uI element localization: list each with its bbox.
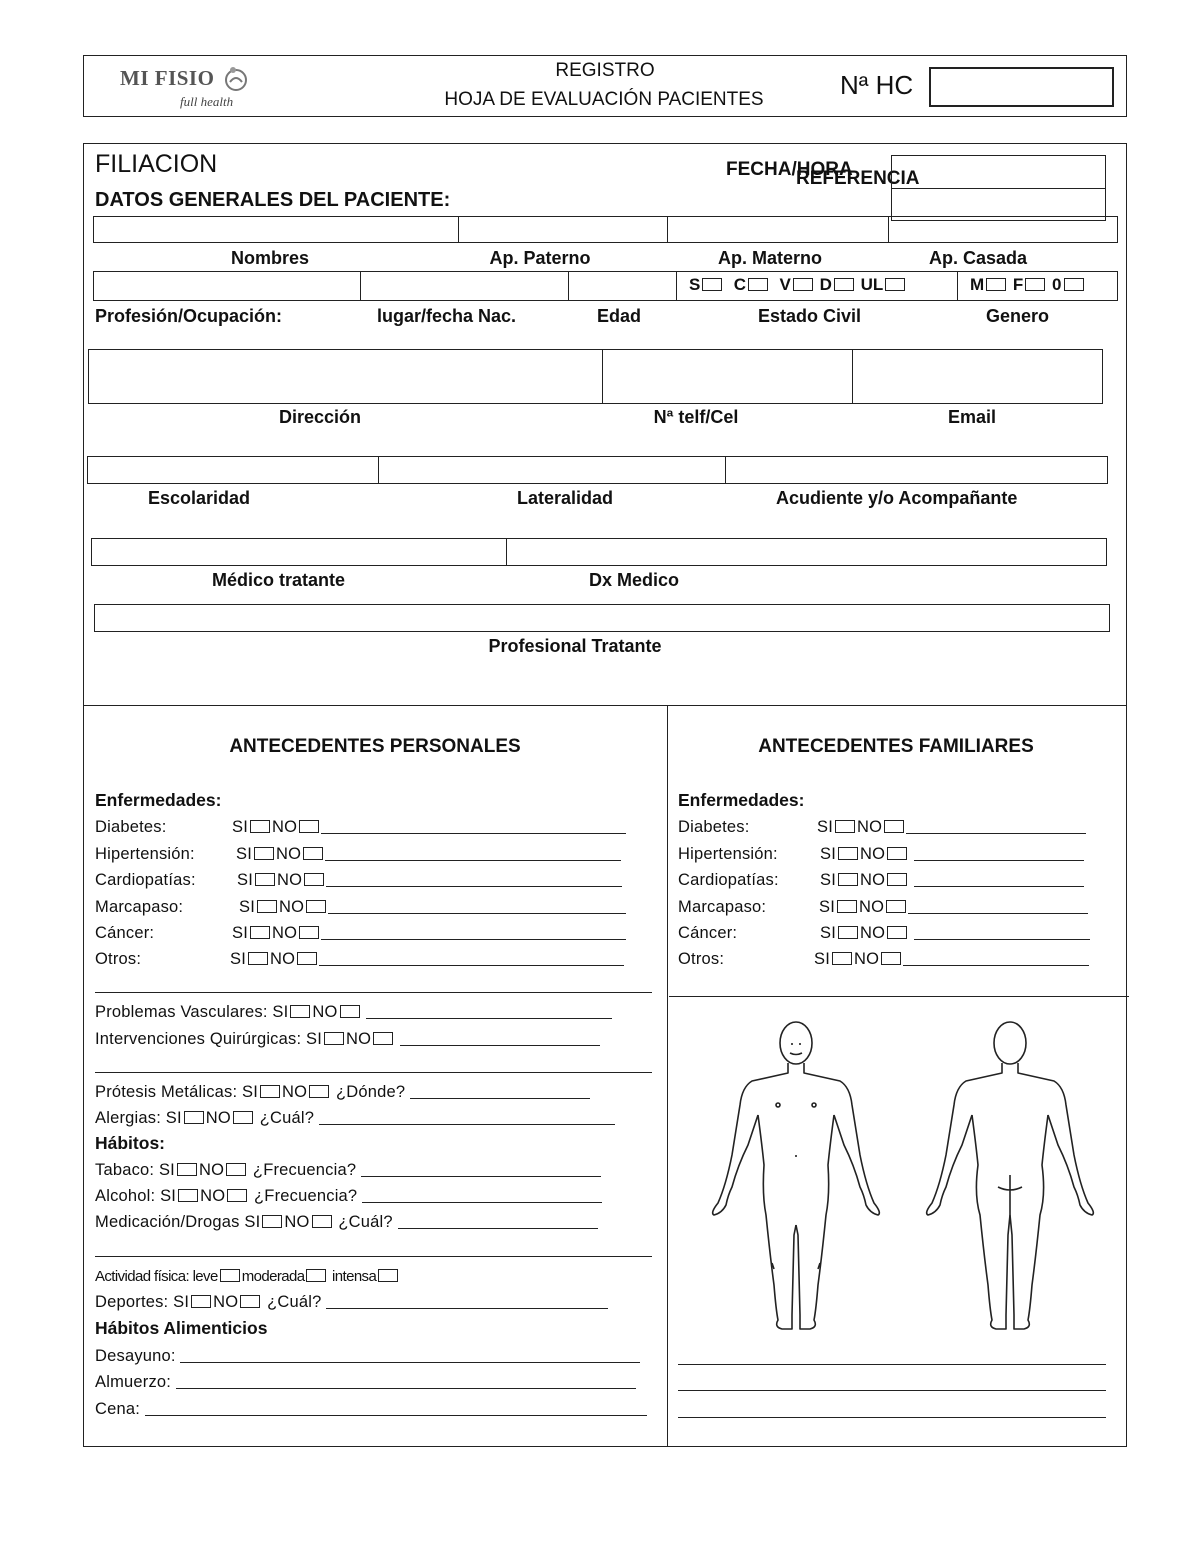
vasculares-no-checkbox[interactable] [340, 1005, 360, 1018]
estado-civil-s-checkbox[interactable] [702, 278, 722, 291]
familiares-otros-row: Otros: SI NO [678, 950, 1089, 969]
vasculares-detail-line[interactable] [366, 1004, 612, 1019]
header-title-line1: REGISTRO [555, 60, 655, 81]
lugar-fecha-nac-input[interactable] [362, 273, 566, 299]
filiacion-subtitle: DATOS GENERALES DEL PACIENTE: [95, 189, 451, 211]
label-genero: Genero [986, 306, 1050, 326]
personales-title: ANTECEDENTES PERSONALES [229, 736, 521, 757]
personales-enfermedades-label: Enfermedades: [95, 790, 222, 810]
ap-materno-input[interactable] [669, 218, 886, 241]
tabaco-no-checkbox[interactable] [226, 1163, 246, 1176]
telefono-input[interactable] [604, 351, 850, 402]
personales-cardiopatias-row: Cardiopatías: SI NO [95, 871, 622, 890]
problemas-vasculares-row: Problemas Vasculares: SI NO [95, 1003, 612, 1022]
label-estado-civil: Estado Civil [758, 306, 862, 326]
p-diabetes-no-checkbox[interactable] [299, 820, 319, 833]
acudiente-input[interactable] [727, 458, 1106, 482]
p-hipertension-detail-line[interactable] [325, 846, 621, 861]
label-lugar-fecha: lugar/fecha Nac. [377, 306, 517, 326]
p-marcapaso-no-checkbox[interactable] [306, 900, 326, 913]
profesional-tratante-input[interactable] [94, 604, 1110, 632]
intervenciones-detail-line[interactable] [400, 1031, 600, 1046]
fecha-hora-label: FECHA/HORA [726, 159, 853, 180]
alcohol-frecuencia-line[interactable] [362, 1188, 602, 1203]
familiares-title: ANTECEDENTES FAMILIARES [758, 736, 1034, 757]
label-telefono: Nª telf/Cel [653, 407, 739, 427]
f-cancer-detail-line[interactable] [914, 925, 1090, 940]
f-cardiopatias-si-checkbox[interactable] [838, 873, 858, 886]
personales-otros-row: Otros: SI NO [95, 950, 624, 969]
logo-mark-icon [220, 64, 252, 94]
alergias-si-checkbox[interactable] [184, 1111, 204, 1124]
label-direccion: Dirección [278, 407, 362, 427]
intervenciones-extra-line[interactable] [95, 1058, 652, 1073]
p-otros-extra-line[interactable] [95, 978, 652, 993]
p-marcapaso-si-checkbox[interactable] [257, 900, 277, 913]
habitos-label: Hábitos: [95, 1133, 165, 1153]
intervenciones-si-checkbox[interactable] [324, 1032, 344, 1045]
p-hipertension-no-checkbox[interactable] [303, 847, 323, 860]
f-marcapaso-si-checkbox[interactable] [837, 900, 857, 913]
desayuno-row: Desayuno: [95, 1347, 640, 1366]
estado-civil-v-checkbox[interactable] [793, 278, 813, 291]
genero-f-checkbox[interactable] [1025, 278, 1045, 291]
edad-input[interactable] [570, 273, 674, 299]
actividad-fisica-row: Actividad física: leve moderada intensa [95, 1268, 400, 1285]
p-cardiopatias-si-checkbox[interactable] [255, 873, 275, 886]
familiares-notes-line-3[interactable] [678, 1403, 1106, 1418]
header-title-line2: HOJA DE EVALUACIÓN PACIENTES [444, 89, 764, 110]
f-diabetes-no-checkbox[interactable] [884, 820, 904, 833]
filiacion-title: FILIACION [95, 150, 218, 178]
profesion-input[interactable] [95, 273, 358, 299]
protesis-si-checkbox[interactable] [260, 1085, 280, 1098]
vasculares-si-checkbox[interactable] [290, 1005, 310, 1018]
label-profesional-tratante: Profesional Tratante [488, 636, 662, 656]
antecedentes-divider [667, 705, 668, 1447]
familiares-cancer-row: Cáncer: SI NO [678, 924, 1090, 943]
f-cardiopatias-no-checkbox[interactable] [887, 873, 907, 886]
genero-options: M F 0 [970, 275, 1086, 295]
f-hipertension-si-checkbox[interactable] [838, 847, 858, 860]
f-diabetes-detail-line[interactable] [906, 819, 1086, 834]
label-dx-medico: Dx Medico [589, 570, 680, 590]
genero-0-checkbox[interactable] [1064, 278, 1084, 291]
personales-hipertension-row: Hipertensión: SI NO [95, 845, 621, 864]
tabaco-frecuencia-line[interactable] [361, 1162, 601, 1177]
label-medico-tratante: Médico tratante [212, 570, 346, 590]
direccion-input[interactable] [90, 351, 600, 402]
deportes-row: Deportes: SI NO ¿Cuál? [95, 1293, 608, 1312]
familiares-notes-line-2[interactable] [678, 1376, 1106, 1391]
logo-main-text: MI FISIO [120, 66, 215, 90]
medicacion-row: Medicación/Drogas SI NO ¿Cuál? [95, 1213, 598, 1232]
hc-input[interactable] [929, 67, 1114, 107]
p-marcapaso-detail-line[interactable] [328, 899, 626, 914]
ap-paterno-input[interactable] [460, 218, 665, 241]
protesis-no-checkbox[interactable] [309, 1085, 329, 1098]
alcohol-row: Alcohol: SI NO ¿Frecuencia? [95, 1187, 602, 1206]
medicacion-si-checkbox[interactable] [262, 1215, 282, 1228]
p-cancer-si-checkbox[interactable] [250, 926, 270, 939]
medicacion-cual-line[interactable] [398, 1214, 598, 1229]
body-diagram[interactable] [700, 1015, 1110, 1335]
label-acudiente: Acudiente y/o Acompañante [776, 488, 1018, 508]
p-otros-si-checkbox[interactable] [248, 952, 268, 965]
medicacion-extra-line[interactable] [95, 1242, 652, 1257]
label-escolaridad: Escolaridad [148, 488, 251, 508]
deportes-si-checkbox[interactable] [191, 1295, 211, 1308]
cena-line[interactable] [145, 1401, 647, 1416]
f-hipertension-no-checkbox[interactable] [887, 847, 907, 860]
intervenciones-row: Intervenciones Quirúrgicas: SI NO [95, 1030, 600, 1049]
estado-civil-ul-checkbox[interactable] [885, 278, 905, 291]
almuerzo-row: Almuerzo: [95, 1373, 636, 1392]
f-marcapaso-detail-line[interactable] [908, 899, 1088, 914]
almuerzo-line[interactable] [176, 1374, 636, 1389]
escolaridad-input[interactable] [89, 458, 376, 482]
estado-civil-c-checkbox[interactable] [748, 278, 768, 291]
p-cardiopatias-no-checkbox[interactable] [304, 873, 324, 886]
f-cancer-si-checkbox[interactable] [838, 926, 858, 939]
alergias-cual-line[interactable] [319, 1110, 615, 1125]
label-ap-paterno: Ap. Paterno [489, 248, 591, 268]
genero-m-checkbox[interactable] [986, 278, 1006, 291]
alcohol-no-checkbox[interactable] [227, 1189, 247, 1202]
medicacion-no-checkbox[interactable] [312, 1215, 332, 1228]
nombres-input[interactable] [95, 218, 455, 241]
familiares-notes-line-1[interactable] [678, 1350, 1106, 1365]
desayuno-line[interactable] [180, 1348, 640, 1363]
f-otros-si-checkbox[interactable] [832, 952, 852, 965]
personales-marcapaso-row: Marcapaso: SI NO [95, 898, 626, 917]
lateralidad-input[interactable] [380, 458, 723, 482]
referencia-label: REFERENCIA [796, 168, 920, 189]
personales-cancer-row: Cáncer: SI NO [95, 924, 626, 943]
familiares-diabetes-row: Diabetes: SI NO [678, 818, 1086, 837]
familiares-marcapaso-row: Marcapaso: SI NO [678, 898, 1088, 917]
label-edad: Edad [597, 306, 642, 326]
deportes-no-checkbox[interactable] [240, 1295, 260, 1308]
logo-sub-text: full health [180, 94, 234, 109]
fecha-hora-input[interactable] [891, 155, 1106, 189]
p-cancer-detail-line[interactable] [321, 925, 626, 940]
tabaco-row: Tabaco: SI NO ¿Frecuencia? [95, 1161, 601, 1180]
familiares-hipertension-row: Hipertensión: SI NO [678, 845, 1084, 864]
medico-tratante-input[interactable] [93, 540, 504, 564]
deportes-cual-line[interactable] [326, 1294, 608, 1309]
f-cancer-no-checkbox[interactable] [887, 926, 907, 939]
body-front-icon[interactable] [713, 1022, 880, 1329]
label-profesion: Profesión/Ocupación: [95, 306, 283, 326]
p-otros-no-checkbox[interactable] [297, 952, 317, 965]
label-ap-casada: Ap. Casada [928, 248, 1028, 268]
alcohol-si-checkbox[interactable] [178, 1189, 198, 1202]
body-back-icon[interactable] [927, 1022, 1094, 1329]
f-otros-no-checkbox[interactable] [881, 952, 901, 965]
f-diabetes-si-checkbox[interactable] [835, 820, 855, 833]
p-otros-detail-line[interactable] [319, 951, 624, 966]
p-diabetes-si-checkbox[interactable] [250, 820, 270, 833]
label-email: Email [947, 407, 997, 427]
f-marcapaso-no-checkbox[interactable] [886, 900, 906, 913]
actividad-leve-checkbox[interactable] [220, 1269, 240, 1282]
logo [120, 62, 260, 112]
alergias-row: Alergias: SI NO ¿Cuál? [95, 1109, 615, 1128]
p-hipertension-si-checkbox[interactable] [254, 847, 274, 860]
actividad-moderada-checkbox[interactable] [306, 1269, 326, 1282]
protesis-donde-line[interactable] [410, 1084, 590, 1099]
alergias-no-checkbox[interactable] [233, 1111, 253, 1124]
label-nombres: Nombres [230, 248, 310, 268]
habitos-alimenticios-label: Hábitos Alimenticios [95, 1318, 268, 1338]
p-diabetes-detail-line[interactable] [321, 819, 626, 834]
familiares-enfermedades-label: Enfermedades: [678, 790, 805, 810]
p-cancer-no-checkbox[interactable] [299, 926, 319, 939]
familiares-cardiopatias-row: Cardiopatías: SI NO [678, 871, 1084, 890]
dx-medico-input[interactable] [508, 540, 1105, 564]
actividad-intensa-checkbox[interactable] [378, 1269, 398, 1282]
estado-civil-options: S C V D UL [689, 275, 907, 295]
p-cardiopatias-detail-line[interactable] [326, 872, 622, 887]
label-lateralidad: Lateralidad [517, 488, 614, 508]
intervenciones-no-checkbox[interactable] [373, 1032, 393, 1045]
protesis-row: Prótesis Metálicas: SI NO ¿Dónde? [95, 1083, 590, 1102]
label-ap-materno: Ap. Materno [717, 248, 822, 268]
f-hipertension-detail-line[interactable] [914, 846, 1084, 861]
ap-casada-input[interactable] [890, 218, 1116, 241]
estado-civil-d-checkbox[interactable] [834, 278, 854, 291]
hc-label: Nª HC [840, 70, 914, 100]
f-otros-detail-line[interactable] [903, 951, 1089, 966]
personales-diabetes-row: Diabetes: SI NO [95, 818, 626, 837]
cena-row: Cena: [95, 1400, 647, 1419]
email-input[interactable] [854, 351, 1101, 402]
f-cardiopatias-detail-line[interactable] [914, 872, 1084, 887]
tabaco-si-checkbox[interactable] [177, 1163, 197, 1176]
